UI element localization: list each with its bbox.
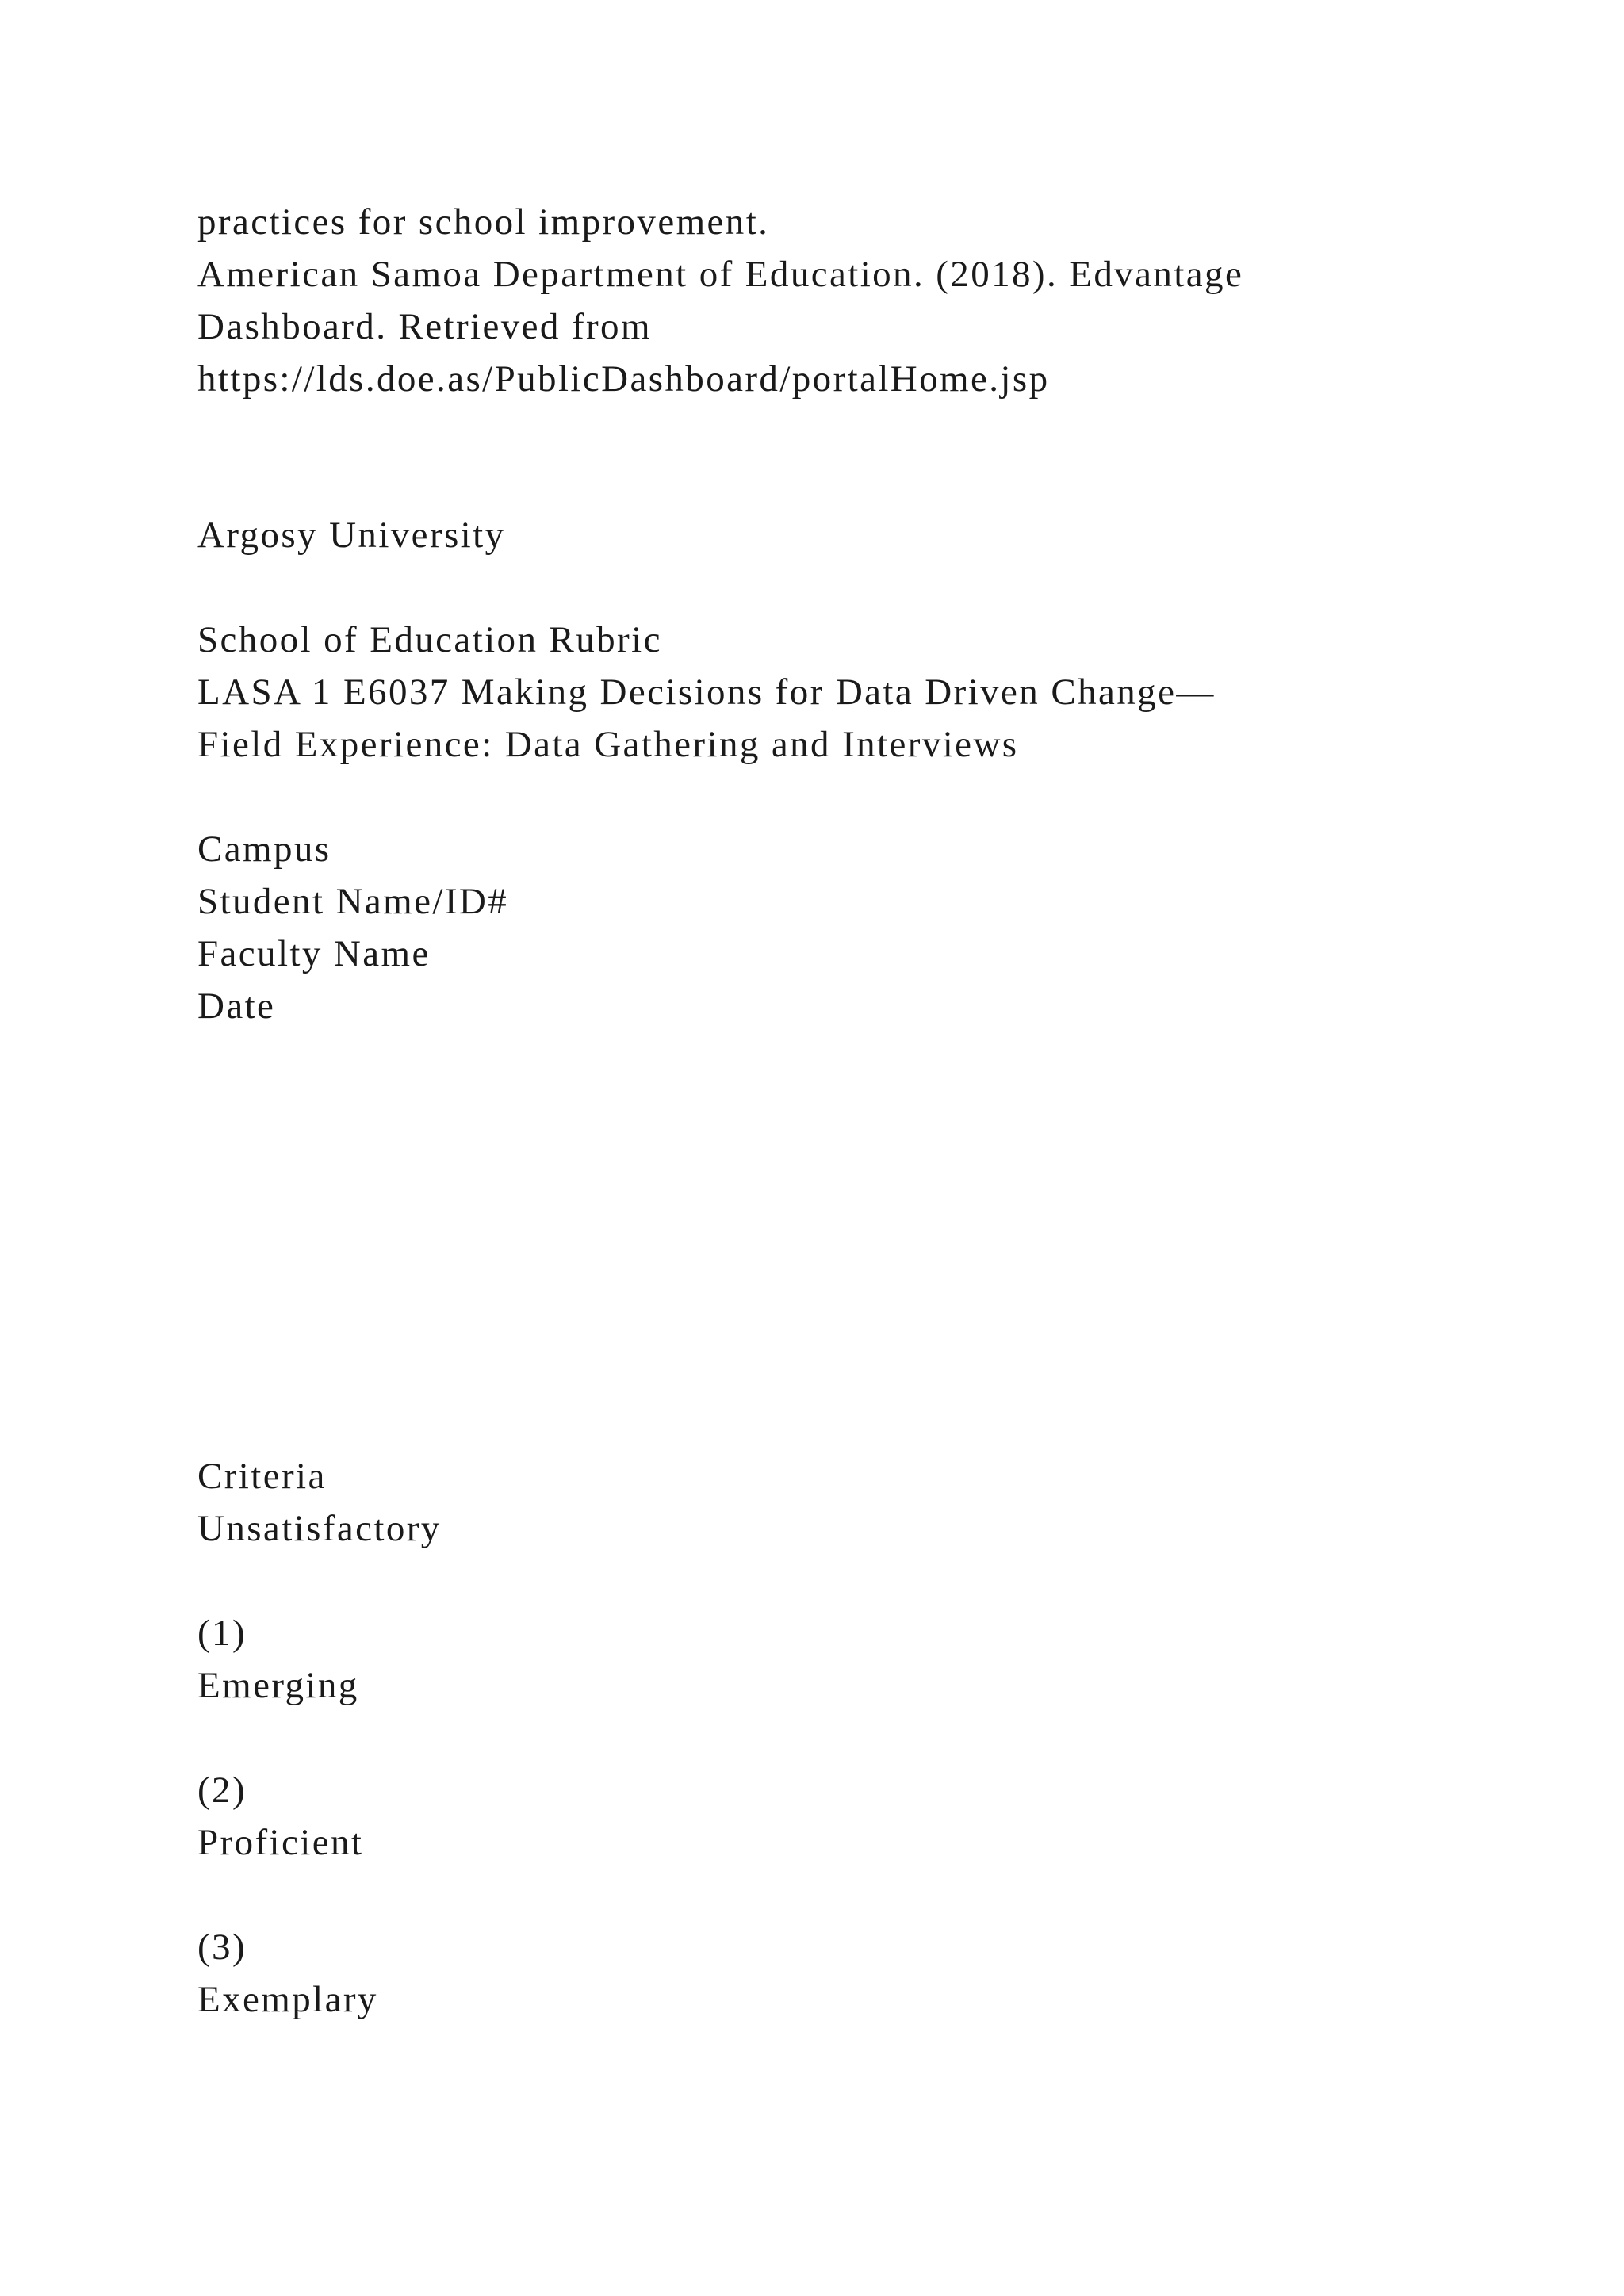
reference-line-3: Dashboard. Retrieved from xyxy=(197,306,652,347)
assignment-subtitle: Field Experience: Data Gathering and Interviews xyxy=(197,724,1019,765)
unsatisfactory-header: Unsatisfactory xyxy=(197,1508,442,1549)
campus-label: Campus xyxy=(197,828,331,870)
university-name: Argosy University xyxy=(197,515,506,556)
faculty-label: Faculty Name xyxy=(197,933,431,974)
course-title: LASA 1 E6037 Making Decisions for Data Driven Change— xyxy=(197,672,1216,713)
student-label: Student Name/ID# xyxy=(197,881,509,922)
score-3: (3) xyxy=(197,1927,247,1968)
reference-line-1: practices for school improvement. xyxy=(197,201,770,243)
reference-url: https://lds.doe.as/PublicDashboard/portalHome.jsp xyxy=(197,358,1050,400)
school-rubric-title: School of Education Rubric xyxy=(197,619,662,660)
score-2: (2) xyxy=(197,1770,247,1811)
proficient-header: Proficient xyxy=(197,1822,364,1863)
emerging-header: Emerging xyxy=(197,1665,359,1706)
criteria-header: Criteria xyxy=(197,1456,327,1497)
reference-line-2: American Samoa Department of Education. (2018). Edvantage xyxy=(197,254,1244,295)
date-label: Date xyxy=(197,985,276,1027)
exemplary-header: Exemplary xyxy=(197,1979,378,2020)
score-1: (1) xyxy=(197,1613,247,1654)
